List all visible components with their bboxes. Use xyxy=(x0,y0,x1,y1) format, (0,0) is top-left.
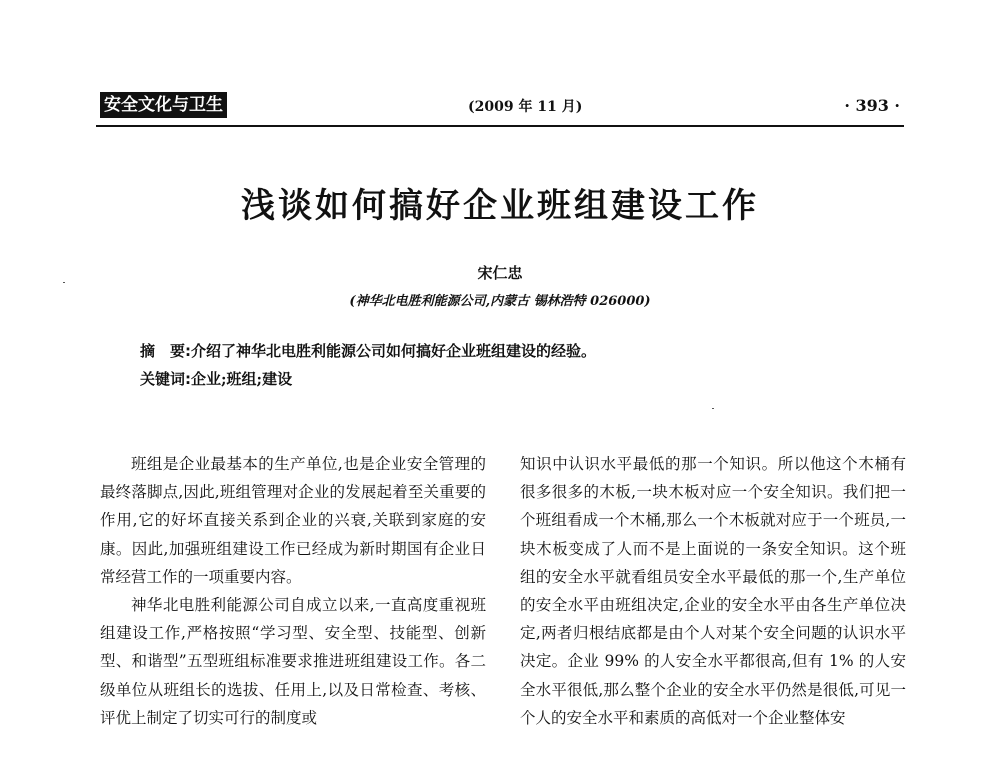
page-number: · 393 · xyxy=(844,96,900,115)
running-header xyxy=(96,92,900,122)
scan-speck xyxy=(712,408,714,409)
article-title: 浅谈如何搞好企业班组建设工作 xyxy=(241,186,759,226)
right-paragraph-1: 知识中认识水平最低的那一个知识。所以他这个木桶有很多很多的木板,一块木板对应一个安全知识。我们把一个班组看成一个木桶,那么一个木板就对应于一个班员,一块木板变成了人而不是上面说的一条安全知识。这个班组的安全水平就看组员安全水平最低的那一个,生产单位的安全水平由班组决定,企业的安全水平由各生产单位决定,两者归根结底都是由个人对某个安全问题的认识水平决定。企业 99% 的人安全水平都很高,但有 1% 的人安全水平很低,那么整个企业的安全水平仍然是很低,可见一个人的安全水平和素质的高低对一个企业整体安 xyxy=(520,455,906,727)
author-name: 宋仁忠 xyxy=(477,264,523,282)
header-rule xyxy=(96,125,904,127)
keywords xyxy=(140,368,900,389)
issue-date: (2009 年 11 月) xyxy=(468,99,583,115)
author-affiliation: (神华北电胜利能源公司,内蒙古 锡林浩特 026000) xyxy=(349,294,651,309)
right-column xyxy=(520,450,906,732)
section-tag: 安全文化与卫生 xyxy=(100,92,227,118)
keywords-text: 企业;班组;建设 xyxy=(191,370,293,388)
keywords-label: 关键词: xyxy=(140,370,191,388)
abstract-text: 介绍了神华北电胜利能源公司如何搞好企业班组建设的经验。 xyxy=(191,342,597,360)
body-columns xyxy=(100,450,908,760)
left-paragraph-1: 班组是企业最基本的生产单位,也是企业安全管理的最终落脚点,因此,班组管理对企业的发展起着至关重要的作用,它的好坏直接关系到企业的兴衰,关联到家庭的安康。因此,加强班组建设工作已经成为新时期国有企业日常经营工作的一项重要内容。 xyxy=(100,455,486,586)
abstract xyxy=(140,340,900,361)
abstract-label: 摘 要: xyxy=(140,342,191,360)
scan-speck xyxy=(63,282,65,283)
left-column xyxy=(100,450,486,732)
left-paragraph-2: 神华北电胜利能源公司自成立以来,一直高度重视班组建设工作,严格按照“学习型、安全型、技能型、创新型、和谐型”五型班组标准要求推进班组建设工作。各二级单位从班组长的选拔、任用上,以及日常检查、考核、评优上制定了切实可行的制度或 xyxy=(100,596,486,727)
